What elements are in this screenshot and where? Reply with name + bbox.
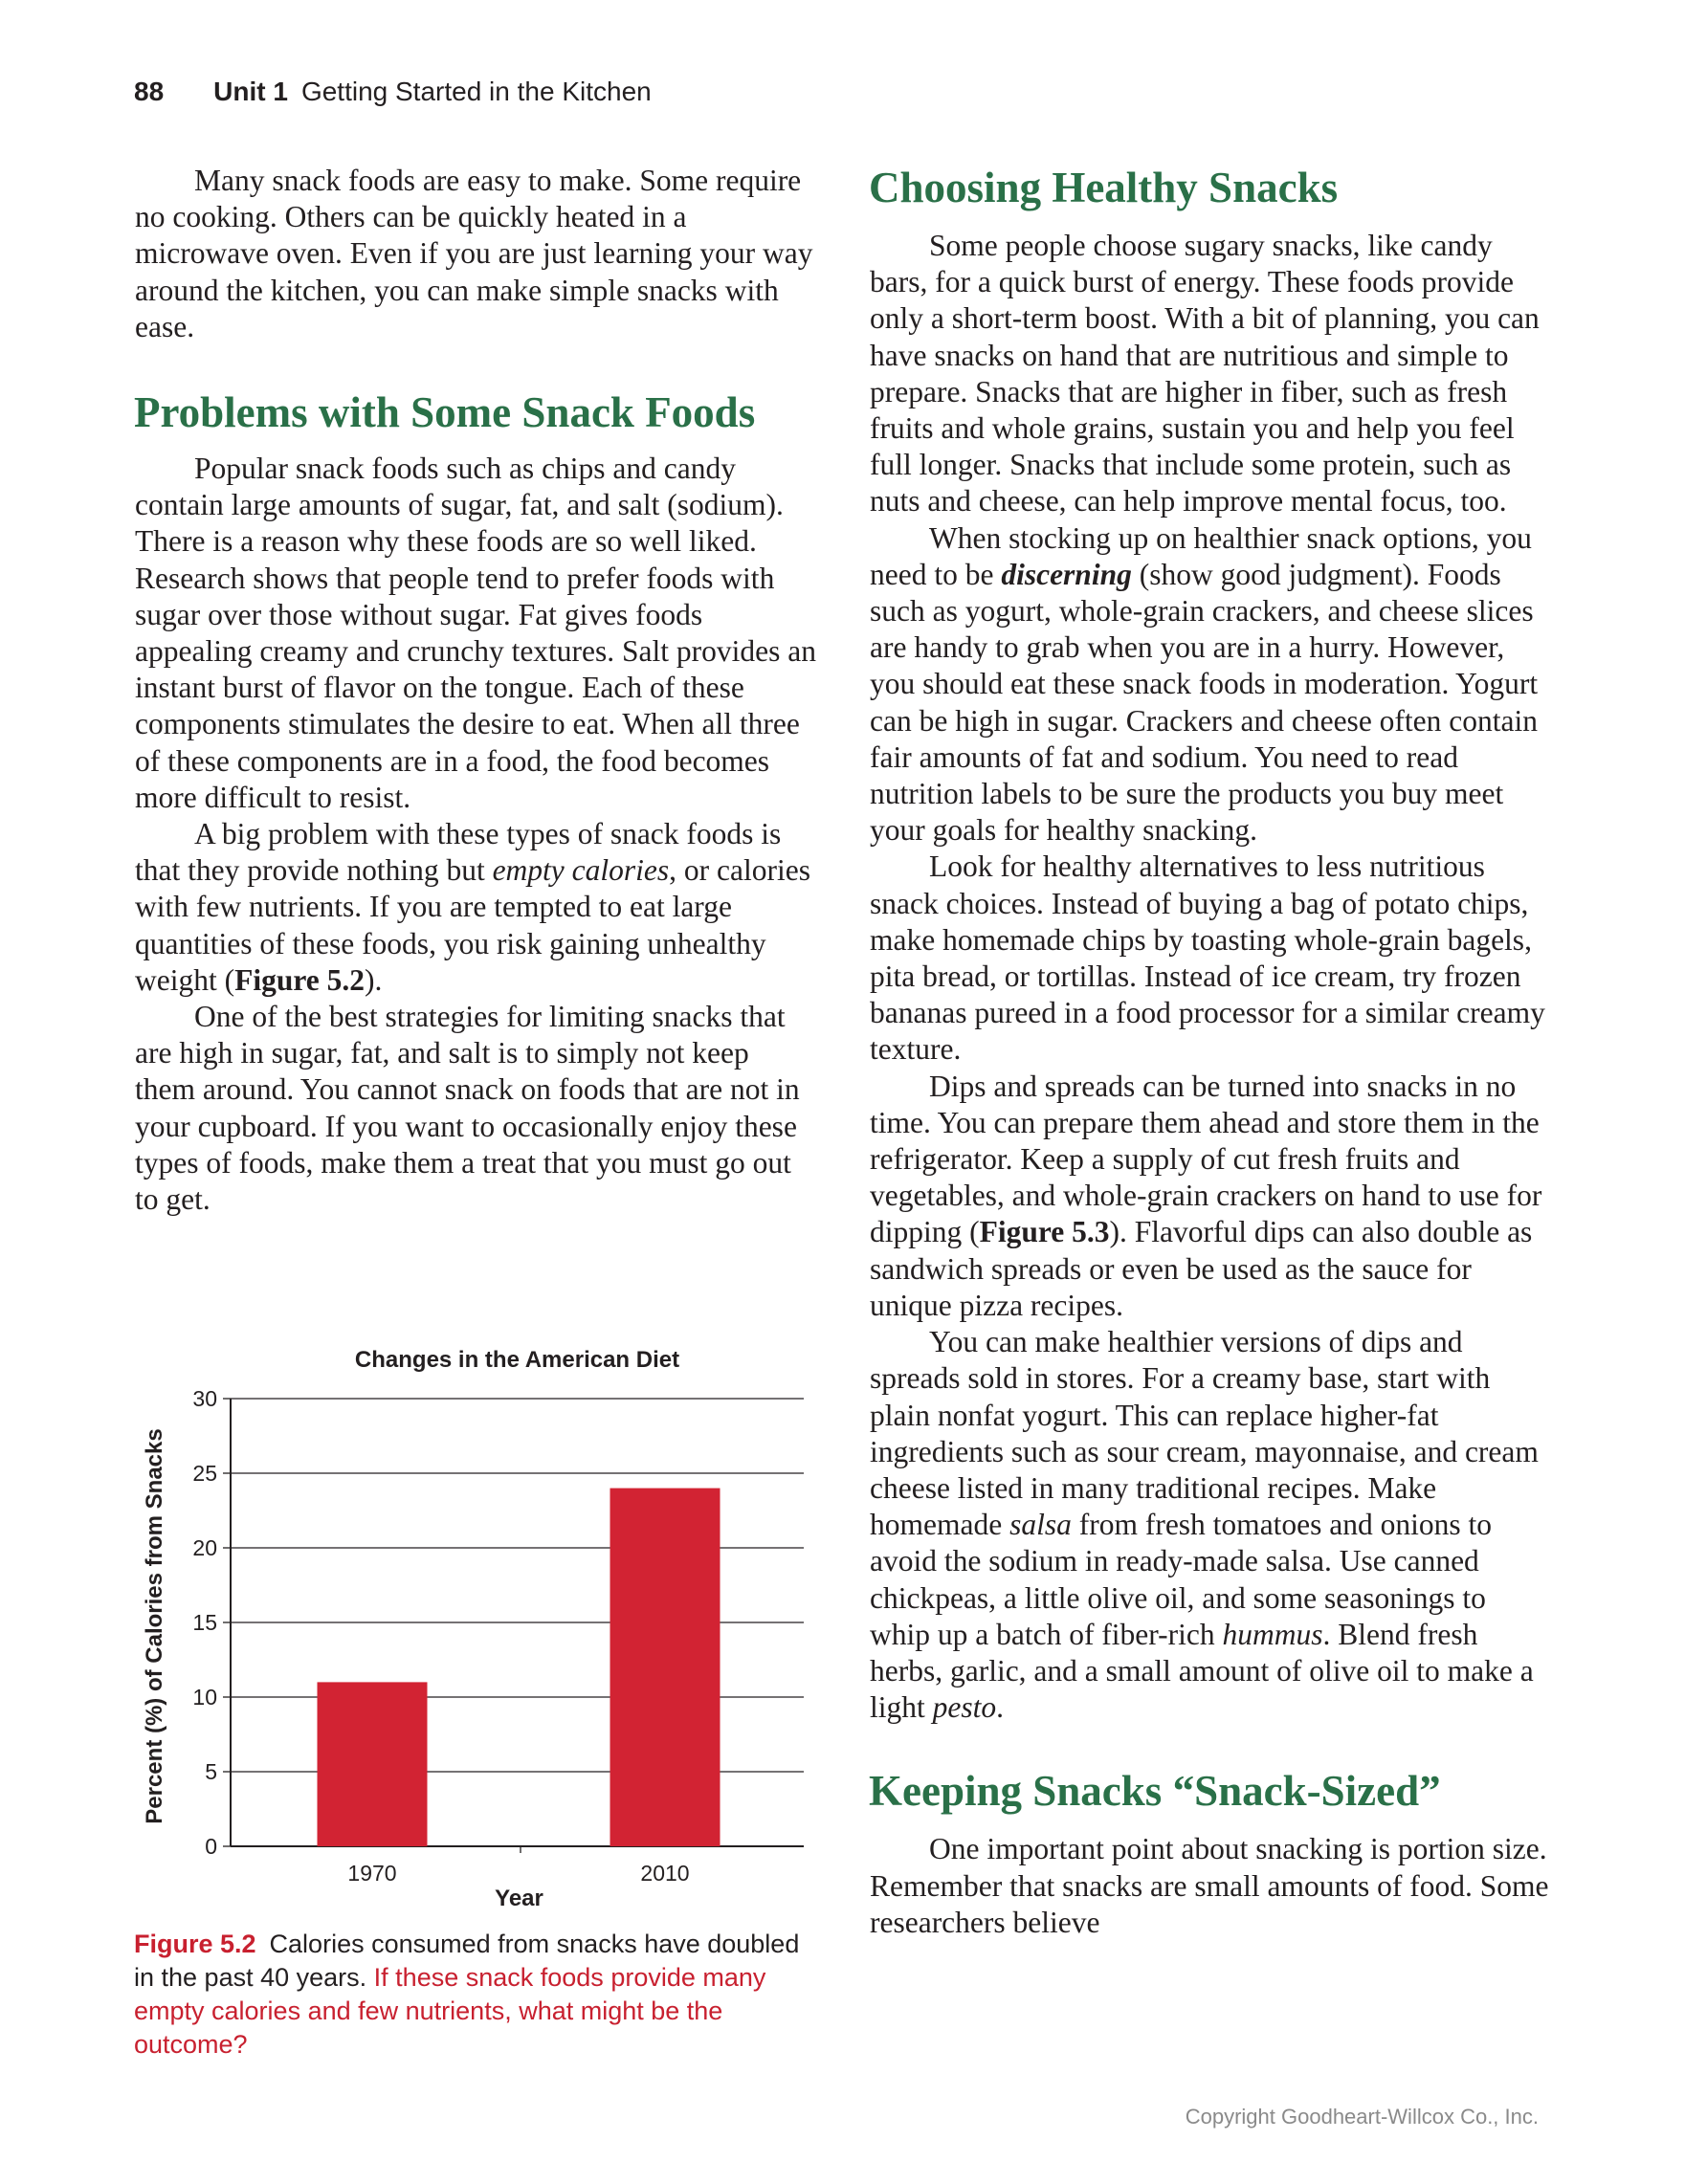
problems-paragraph-1: Popular snack foods such as chips and candy contain large amounts of sugar, fat, and salt (sodium). There is a reason why these foods are so well liked. Research shows that people tend to prefer foods with sugar over those without sugar. Fat gives foods appealing creamy and crunchy textures. Salt provides an instant burst of flavor on the tongue. Each of these components stimulates the desire to eat. When all three of these components are in a food, the food becomes more difficult to resist. xyxy=(135,452,816,814)
y-tick-label: 5 xyxy=(205,1759,217,1784)
page-number: 88 xyxy=(134,77,165,106)
x-axis-label: Year xyxy=(495,1886,543,1911)
right-column xyxy=(870,163,1551,1941)
problems-paragraph-2: A big problem with these types of snack foods is that they provide nothing but empty calories, or calories with few nutrients. If you are tempted to eat large quantities of these foods, you risk gaining unhealthy weight (Figure 5.2). xyxy=(135,817,810,997)
bar-2010 xyxy=(610,1489,720,1846)
y-tick-label: 25 xyxy=(192,1461,217,1486)
figure-label: Figure 5.2 xyxy=(134,1930,256,1958)
choosing-paragraph-1: Some people choose sugary snacks, like candy bars, for a quick burst of energy. These foods provide only a short-term boost. With a bit of planning, you can have snacks on hand that are nutritious and simple to prepare. Snacks that are higher in fiber, such as fresh fruits and whole grains, sustain you and help you feel full longer. Snacks that include some protein, such as nuts and cheese, can help improve mental focus, too. xyxy=(870,229,1540,518)
term-salsa: salsa xyxy=(1009,1508,1072,1542)
choosing-paragraph-3: Look for healthy alternatives to less nutritious snack choices. Instead of buying a bag of potato chips, make homemade chips by toasting whole-grain bagels, pita bread, or tortillas. Instead of ice cream, try frozen bananas pureed in a food processor for a similar creamy texture. xyxy=(870,849,1545,1067)
unit-title: Getting Started in the Kitchen xyxy=(300,77,652,106)
figure-5-2-chart xyxy=(134,1339,823,1913)
term-discerning: discerning xyxy=(1001,557,1132,591)
figure-ref-5-3: Figure 5.3 xyxy=(979,1215,1110,1249)
x-tick-label: 1970 xyxy=(347,1861,397,1886)
y-tick-label: 15 xyxy=(192,1610,217,1635)
heading-problems: Problems with Some Snack Foods xyxy=(134,388,756,437)
unit-label: Unit 1 xyxy=(213,77,288,106)
figure-ref-5-2: Figure 5.2 xyxy=(234,962,366,997)
chart-title: Changes in the American Diet xyxy=(354,1347,680,1373)
keeping-paragraph-1: One important point about snacking is portion size. Remember that snacks are small amounts of food. Some researchers believe xyxy=(870,1832,1549,1939)
bar-1970 xyxy=(318,1682,428,1846)
caption-question: If these snack foods provide many empty calories and few nutrients, what might be the outcome? xyxy=(134,1963,766,2059)
copyright-notice: Copyright Goodheart-Willcox Co., Inc. xyxy=(1185,2105,1539,2129)
caption-text: Calories consumed from snacks have doubled in the past 40 years. xyxy=(134,1930,800,1992)
choosing-paragraph-5: You can make healthier versions of dips and spreads sold in stores. For a creamy base, start with plain nonfat yogurt. This can replace higher-fat ingredients such as sour cream, mayonnaise, and cream cheese listed in many traditional recipes. Make homemade salsa from fresh tomatoes and onions to avoid the sodium in ready-made salsa. Use canned chickpeas, a little olive oil, and some seasonings to whip up a batch of fiber-rich hummus. Blend fresh herbs, garlic, and a small amount of olive oil to make a light pesto. xyxy=(870,1325,1539,1725)
intro-paragraph: Many snack foods are easy to make. Some require no cooking. Others can be quickly heated in a microwave oven. Even if you are just learning your way around the kitchen, you can make simple snacks with ease. xyxy=(135,164,813,343)
heading-choosing: Choosing Healthy Snacks xyxy=(869,164,1339,211)
choosing-paragraph-4: Dips and spreads can be turned into snacks in no time. You can prepare them ahead and store them in the refrigerator. Keep a supply of cut fresh fruits and vegetables, and whole-grain crackers on hand to use for dipping (Figure 5.3). Flavorful dips can also double as sandwich spreads or even be used as the sauce for unique pizza recipes. xyxy=(870,1069,1542,1322)
left-column xyxy=(135,163,816,1218)
y-axis-label: Percent (%) of Calories from Snacks xyxy=(142,1428,167,1824)
term-pesto: pesto xyxy=(932,1690,997,1725)
x-tick-label: 2010 xyxy=(640,1861,690,1886)
y-tick-label: 20 xyxy=(192,1535,217,1560)
y-tick-label: 30 xyxy=(192,1386,217,1411)
term-hummus: hummus xyxy=(1222,1617,1323,1651)
y-tick-label: 10 xyxy=(192,1685,217,1710)
problems-paragraph-3: One of the best strategies for limiting snacks that are high in sugar, fat, and salt is to simply not keep them around. You cannot snack on foods that are not in your cupboard. If you want to occasionally enjoy these types of foods, make them a treat that you must go out to get. xyxy=(135,1000,800,1217)
term-empty-calories: empty calories xyxy=(492,853,670,888)
bar-chart xyxy=(134,1339,823,1913)
choosing-paragraph-2: When stocking up on healthier snack options, you need to be discerning (show good judgment). Foods such as yogurt, whole-grain crackers, and cheese slices are handy to grab when you are in a hurry. However, you should eat these snack foods in moderation. Yogurt can be high in sugar. Crackers and cheese often contain fair amounts of fat and sodium. You need to read nutrition labels to be sure the products you buy meet your goals for healthy snacking. xyxy=(870,520,1539,848)
heading-keeping: Keeping Snacks “Snack-Sized” xyxy=(869,1767,1441,1816)
y-tick-label: 0 xyxy=(205,1834,217,1859)
running-head xyxy=(134,75,652,109)
figure-caption xyxy=(134,1928,823,2062)
